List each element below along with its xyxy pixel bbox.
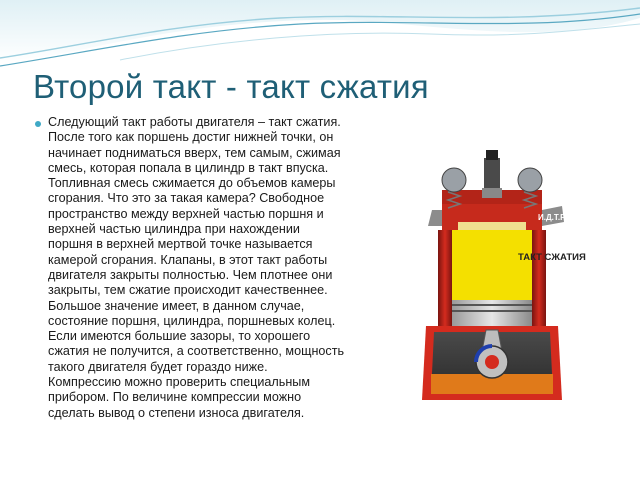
- engine-compression-illustration: [412, 130, 612, 405]
- slide-body-text: [48, 115, 410, 421]
- body-line: Следующий такт работы двигателя – такт сжатия.: [48, 115, 341, 129]
- cylinder-wall-right: [532, 230, 546, 326]
- camshaft-right: [518, 168, 542, 192]
- body-line: закрыты, тем сжатие происходит качественнее.: [48, 283, 328, 298]
- body-line: Топливная смесь сжимается до объемов камеры: [48, 176, 336, 191]
- body-line: камерой сгорания. Клапаны, в этот такт работы: [48, 252, 328, 267]
- body-line: пространство между верхней частью поршня и: [48, 206, 324, 221]
- body-line: состояние поршня, цилиндра, поршневых колец.: [48, 313, 336, 328]
- body-line: Большое значение имеет, в данном случае,: [48, 298, 305, 313]
- figure-label: ТАКТ СЖАТИЯ: [518, 252, 586, 263]
- body-line: верхней частью цилиндра при нахождении: [48, 222, 300, 237]
- body-line: Компрессию можно проверить специальным: [48, 375, 310, 390]
- body-line: прибором. По величине компрессии можно: [48, 390, 302, 405]
- body-line: такого двигателя будет гораздо ниже.: [48, 359, 268, 374]
- figure-watermark: И.Д.Т.Р.©: [538, 213, 573, 222]
- camshaft-left: [442, 168, 466, 192]
- bullet-dot: [35, 121, 41, 127]
- header-wave-decoration: [0, 0, 640, 78]
- body-line: поршня в верхней мертвой точке называется: [48, 237, 313, 252]
- body-line: сгорания. Что это за такая камера? Свободное: [48, 191, 325, 206]
- body-line: смесь, которая попала в цилиндр в такт впуска.: [48, 160, 329, 175]
- body-line: Если имеются большие зазоры, то хорошего: [48, 329, 311, 344]
- fuel-mixture: [452, 230, 532, 300]
- body-line: После того как поршень достиг нижней точки, он: [48, 130, 334, 145]
- slide-title: Второй такт - такт сжатия: [33, 68, 429, 105]
- body-line: двигателя закрыты полностью. Чем плотнее они: [48, 267, 333, 282]
- spark-plug: [484, 158, 500, 192]
- body-line: начинает подниматься вверх, тем самым, сжимая: [48, 145, 341, 160]
- body-line: сжатия не получится, а соответственно, мощность: [48, 344, 345, 359]
- cylinder-wall-left: [438, 230, 452, 326]
- body-line: сделать вывод о степени износа двигателя.: [48, 405, 305, 420]
- intake-port: [428, 210, 442, 226]
